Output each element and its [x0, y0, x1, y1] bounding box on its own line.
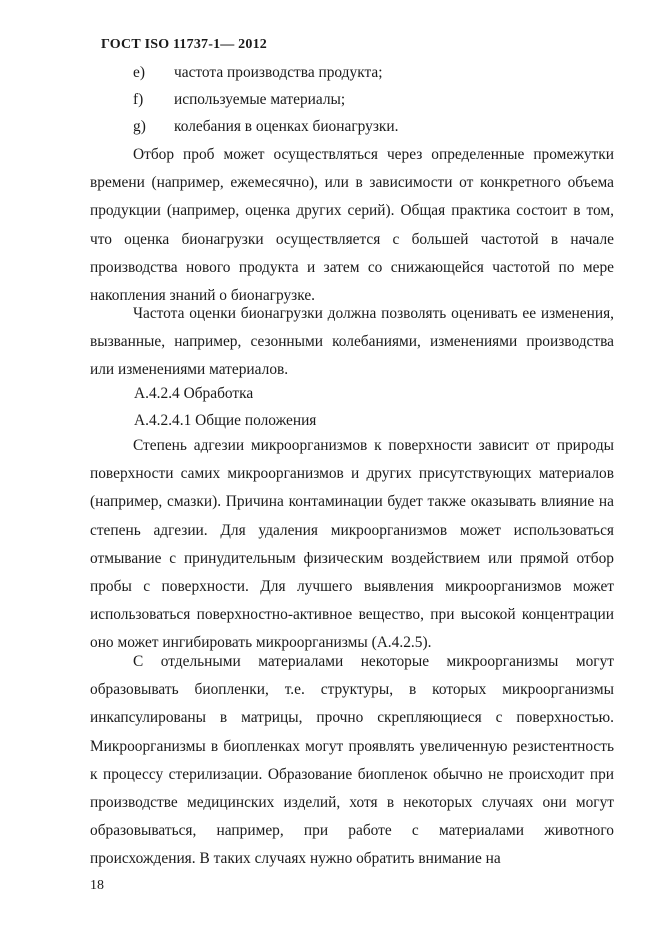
list-marker: g) [133, 118, 146, 135]
list-item [133, 116, 398, 138]
section-heading: А.4.2.4 Обработка [134, 385, 254, 402]
paragraph-biofilms: С отдельными материалами некоторые микроорганизмы могут образовывать биопленки, т.е. структуры, в которых микроорганизмы инкапсулированы в матрицы, прочно скрепляющиеся с поверхностью. Микроорганизмы в биопленках могут проявлять увеличенную резистентность к процессу стерилизации. Образование биопленок обычно не происходит при производстве медицинских изделий, хотя в некоторых случаях они могут образовываться, например, при работе с материалами животного происхождения. В таких случаях нужно обратить внимание на [90, 653, 614, 868]
paragraph-adhesion: Степень адгезии микроорганизмов к поверхности зависит от природы поверхности самих микроорганизмов и других присутствующих материалов (например, смазки). Причина контаминации будет также оказывать влияние на степень адгезии. Для удаления микроорганизмов может использоваться отмывание с принудительным физическим воздействием или прямой отбор пробы с поверхности. Для лучшего выявления микроорганизмов может использоваться поверхностно-активное вещество, при высокой концентрации оно может ингибировать микроорганизмы (А.4.2.5). [90, 437, 614, 652]
paragraph-sampling: Отбор проб может осуществляться через определенные промежутки времени (например, ежемесячно), или в зависимости от конкретного объема продукции (например, оценка других серий). Общая практика состоит в том, что оценка бионагрузки осуществляется с большей частотой в начале производства нового продукта и затем со снижающейся частотой по мере накопления знаний о бионагрузке. [90, 146, 614, 305]
list-marker: e) [133, 64, 145, 81]
list-item-text: колебания в оценках бионагрузки. [174, 118, 399, 135]
subsection-heading: А.4.2.4.1 Общие положения [134, 412, 317, 429]
list-item [133, 89, 345, 111]
document-header: ГОСТ ISO 11737-1— 2012 [101, 37, 267, 52]
list-item-text: частота производства продукта; [174, 64, 383, 81]
list-marker: f) [133, 91, 144, 108]
list-item [133, 62, 383, 84]
list-item-text: используемые материалы; [174, 91, 346, 108]
page-number: 18 [90, 878, 104, 893]
paragraph-frequency: Частота оценки бионагрузки должна позволять оценивать ее изменения, вызванные, например, сезонными колебаниями, изменениями производства или изменениями материалов. [90, 305, 614, 379]
